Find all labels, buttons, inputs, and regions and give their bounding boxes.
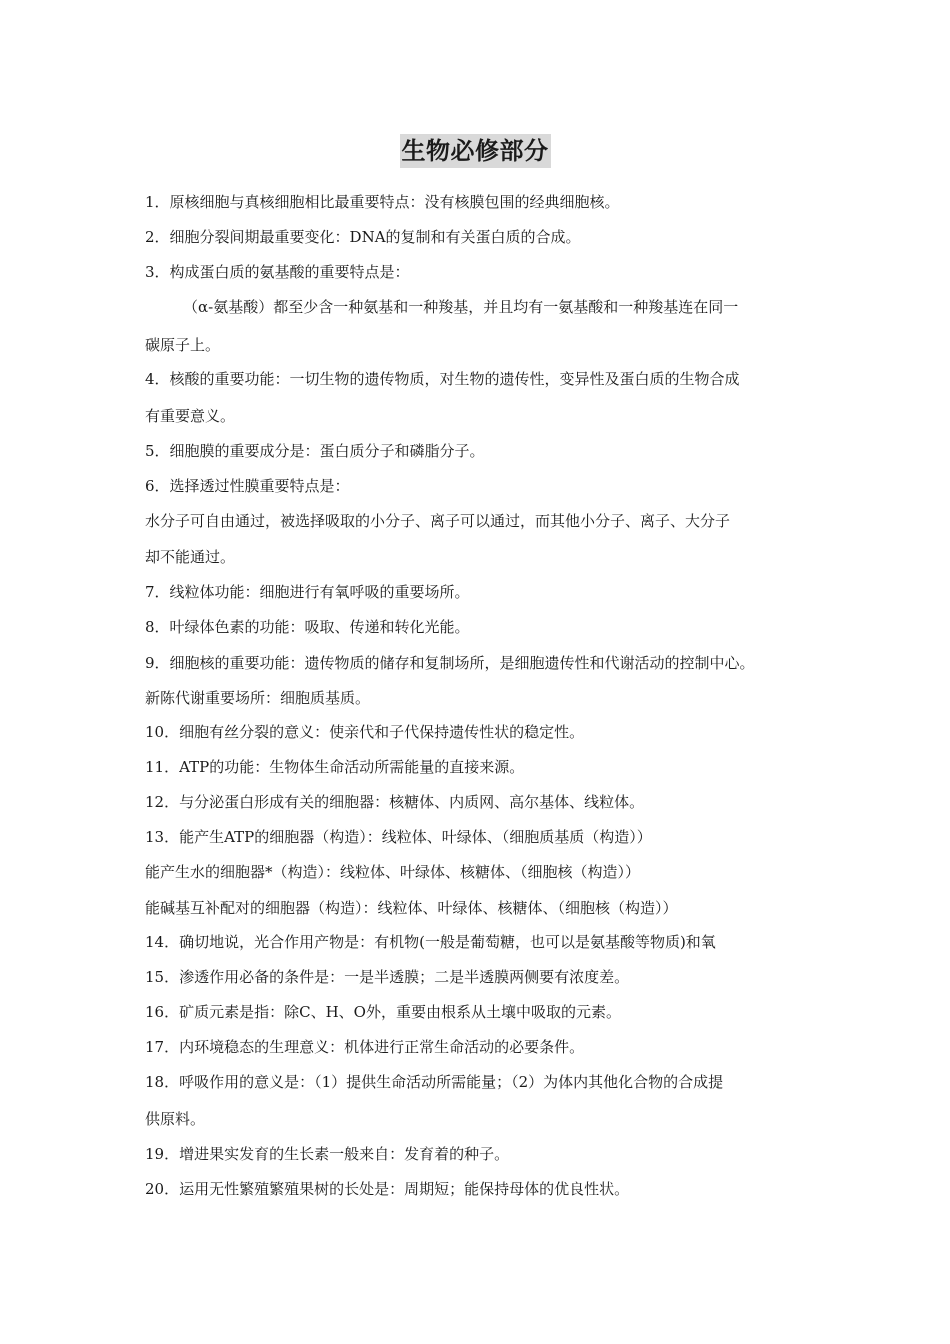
text-line: 2．细胞分裂间期最重要变化：DNA的复制和有关蛋白质的合成。 xyxy=(145,228,581,246)
text-line: 19．增进果实发育的生长素一般来自：发育着的种子。 xyxy=(145,1145,510,1163)
text-line: 7．线粒体功能：细胞进行有氧呼吸的重要场所。 xyxy=(145,583,470,601)
text-line: 供原料。 xyxy=(145,1110,206,1128)
text-line: 却不能通过。 xyxy=(145,548,236,566)
text-line: 9．细胞核的重要功能：遗传物质的储存和复制场所，是细胞遗传性和代谢活动的控制中心。 xyxy=(145,654,755,672)
text-line: 5．细胞膜的重要成分是：蛋白质分子和磷脂分子。 xyxy=(145,442,485,460)
title-container xyxy=(0,134,950,168)
text-line: 水分子可自由通过，被选择吸取的小分子、离子可以通过，而其他小分子、离子、大分子 xyxy=(145,512,731,530)
text-line: （α-氨基酸）都至少含一种氨基和一种羧基，并且均有一氨基酸和一种羧基连在同一 xyxy=(183,298,739,316)
text-line: 20．运用无性繁殖繁殖果树的长处是：周期短；能保持母体的优良性状。 xyxy=(145,1180,630,1198)
text-line: 碳原子上。 xyxy=(145,336,221,354)
text-line: 10．细胞有丝分裂的意义：使亲代和子代保持遗传性状的稳定性。 xyxy=(145,723,585,741)
text-line: 1．原核细胞与真核细胞相比最重要特点：没有核膜包围的经典细胞核。 xyxy=(145,193,620,211)
text-line: 16．矿质元素是指：除C、H、O外，重要由根系从土壤中吸取的元素。 xyxy=(145,1003,621,1021)
text-line: 3．构成蛋白质的氨基酸的重要特点是： xyxy=(145,263,410,281)
text-line: 有重要意义。 xyxy=(145,407,236,425)
text-line: 12．与分泌蛋白形成有关的细胞器：核糖体、内质网、高尔基体、线粒体。 xyxy=(145,793,645,811)
text-line: 6．选择透过性膜重要特点是： xyxy=(145,477,350,495)
text-line: 4．核酸的重要功能：一切生物的遗传物质，对生物的遗传性，变异性及蛋白质的生物合成 xyxy=(145,370,740,388)
text-line: 新陈代谢重要场所：细胞质基质。 xyxy=(145,689,371,707)
text-line: 13．能产生ATP的细胞器（构造）：线粒体、叶绿体、（细胞质基质（构造）） xyxy=(145,828,652,846)
text-line: 11．ATP的功能：生物体生命活动所需能量的直接来源。 xyxy=(145,758,525,776)
text-line: 18．呼吸作用的意义是：（1）提供生命活动所需能量；（2）为体内其他化合物的合成提 xyxy=(145,1073,724,1091)
text-line: 17．内环境稳态的生理意义：机体进行正常生命活动的必要条件。 xyxy=(145,1038,585,1056)
text-line: 能产生水的细胞器*（构造）：线粒体、叶绿体、核糖体、（细胞核（构造）） xyxy=(145,863,641,881)
text-line: 8．叶绿体色素的功能：吸取、传递和转化光能。 xyxy=(145,618,470,636)
document-title: 生物必修部分 xyxy=(400,134,551,168)
text-line: 14．确切地说，光合作用产物是：有机物(一般是葡萄糖，也可以是氨基酸等物质)和氧 xyxy=(145,933,716,951)
text-line: 15．渗透作用必备的条件是：一是半透膜；二是半透膜两侧要有浓度差。 xyxy=(145,968,630,986)
text-line: 能碱基互补配对的细胞器（构造）：线粒体、叶绿体、核糖体、（细胞核（构造）） xyxy=(145,899,678,917)
